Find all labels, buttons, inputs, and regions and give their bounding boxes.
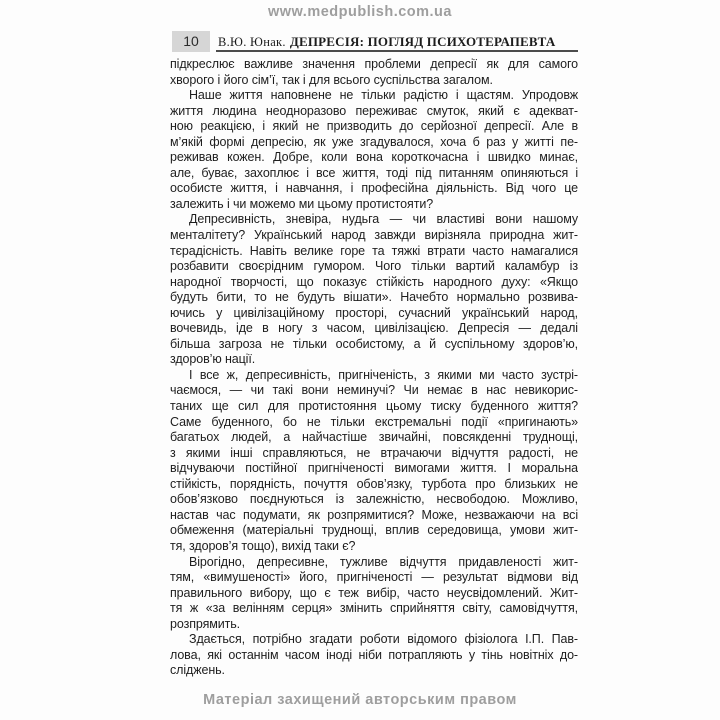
text-line: з якими інші справляються, не втрачаючи відчуття радості, не [170, 445, 578, 460]
paragraph [170, 88, 578, 212]
header-rule [216, 50, 578, 52]
text-line: тям, «вимушеності» його, пригніченості — результат відмови від [170, 570, 578, 585]
text-line: тєрадісність. Навіть велике горе та тяжкі втрати часто намагалися [170, 243, 578, 258]
text-line: тя, здоров’я тощо), вихід таки є? [170, 538, 356, 553]
text-line: ною реакцією, і який не призводить до серйозної депресії. Але в [170, 119, 578, 134]
body-text [170, 57, 578, 679]
page-header [172, 30, 578, 52]
paragraph [170, 212, 578, 367]
paragraph [170, 57, 578, 88]
author-name: В.Ю. Юнак. [218, 35, 286, 49]
text-line: менталітету? Український народ завжди вирізняла природна жит- [170, 228, 578, 243]
text-line: вочевидь, іде в ногу з часом, цивілізацією. Депресія — дедалі [170, 321, 578, 336]
text-line: стійкість, порядність, почуття обов’язку, турбота про близьких не [170, 476, 578, 491]
text-line: таних ще сил для протистояння цьому тиску буденного життя? [170, 399, 578, 414]
text-line: Здається, потрібно згадати роботи відомого фізіолога І.П. Пав- [189, 632, 578, 647]
text-line: більша загроза не тільки особистому, а й суспільному здоров’ю, [170, 336, 578, 351]
text-line: сліджень. [170, 663, 225, 678]
publisher-url-watermark: www.medpublish.com.ua [268, 4, 452, 20]
text-line: багатьох людей, а найчастіше звичайні, повсякденні труднощі, [170, 430, 578, 445]
text-line: залежить і чи можемо ми цьому протистояти? [170, 196, 434, 211]
text-line: здоров’ю нації. [170, 352, 256, 367]
text-line: особисте життя, і навчання, і професійна діяльність. Від чого це [170, 181, 578, 196]
text-line: розпрямить. [170, 616, 241, 631]
text-line: чаємося, — чи такі вони неминучі? Чи немає в нас невикорис- [170, 383, 578, 398]
text-line: розбавити своєрідним гумором. Чого тільки вартий каламбур із [170, 259, 578, 274]
text-line: Депресивність, зневіра, нудьга — чи властиві вони нашому [189, 212, 578, 227]
text-line: хворого і його сім’ї, так і для всього суспільства загалом. [170, 72, 493, 87]
text-line: м’якій формі депресію, як уже згадувалося, хоча б раз у житті пе- [170, 134, 578, 149]
book-title: ДЕПРЕСІЯ: ПОГЛЯД ПСИХОТЕРАПЕВТА [289, 34, 556, 49]
text-line: лова, які останнім часом іноді ніби потрапляють у тінь новітніх до- [170, 647, 578, 662]
text-line: настав час подумати, як розпрямитися? Може, незважаючи на всі [170, 507, 578, 522]
text-line: ючись у цивілізаційному просторі, сучасний український народ, [170, 305, 578, 320]
text-line: реживав кожен. Добре, коли вона короткочасна і швидко минає, [170, 150, 578, 165]
text-line: Вірогідно, депресивне, тужливе відчуття придавленості жит- [189, 554, 578, 569]
text-line: обов’язково поєднуються із залежністю, несвободою. Можливо, [170, 492, 578, 507]
text-line: життя людина неодноразово переживає смуток, який є адекват- [170, 103, 578, 118]
text-line: І все ж, депресивність, пригніченість, з якими ми часто зустрі- [189, 367, 578, 382]
paragraph [170, 368, 578, 555]
paragraph [170, 555, 578, 633]
text-line: будуть бити, то не будуть вішати». Начебто нормально розвива- [170, 290, 578, 305]
running-head [218, 33, 555, 51]
copyright-watermark: Матеріал захищений авторським правом [203, 692, 517, 708]
text-line: Наше життя наповнене не тільки радістю і щастям. Упродовж [189, 88, 578, 103]
text-line: обмеження (матеріальні труднощі, вплив середовища, умови жит- [170, 523, 578, 538]
text-line: тя ж «за велінням серця» змінить сприйняття світу, самовідчуття, [170, 601, 578, 616]
text-line: але, буває, захоплює і все життя, тоді під питанням опиняються і [170, 165, 578, 180]
text-line: народної творчості, що показує стійкість народного духу: «Якщо [170, 274, 578, 289]
text-line: підкреслює важливе значення проблеми депресії як для самого [170, 57, 578, 71]
text-line: відчуваючи постійної пригніченості вимогами життя. І моральна [170, 461, 578, 476]
text-line: Саме буденного, бо не тільки екстремальні події «пригинають» [170, 414, 578, 429]
page-number: 10 [172, 31, 210, 52]
paragraph [170, 632, 578, 679]
text-line: правильного вибору, що є теж вибір, часто неусвідомлений. Жит- [170, 585, 578, 600]
